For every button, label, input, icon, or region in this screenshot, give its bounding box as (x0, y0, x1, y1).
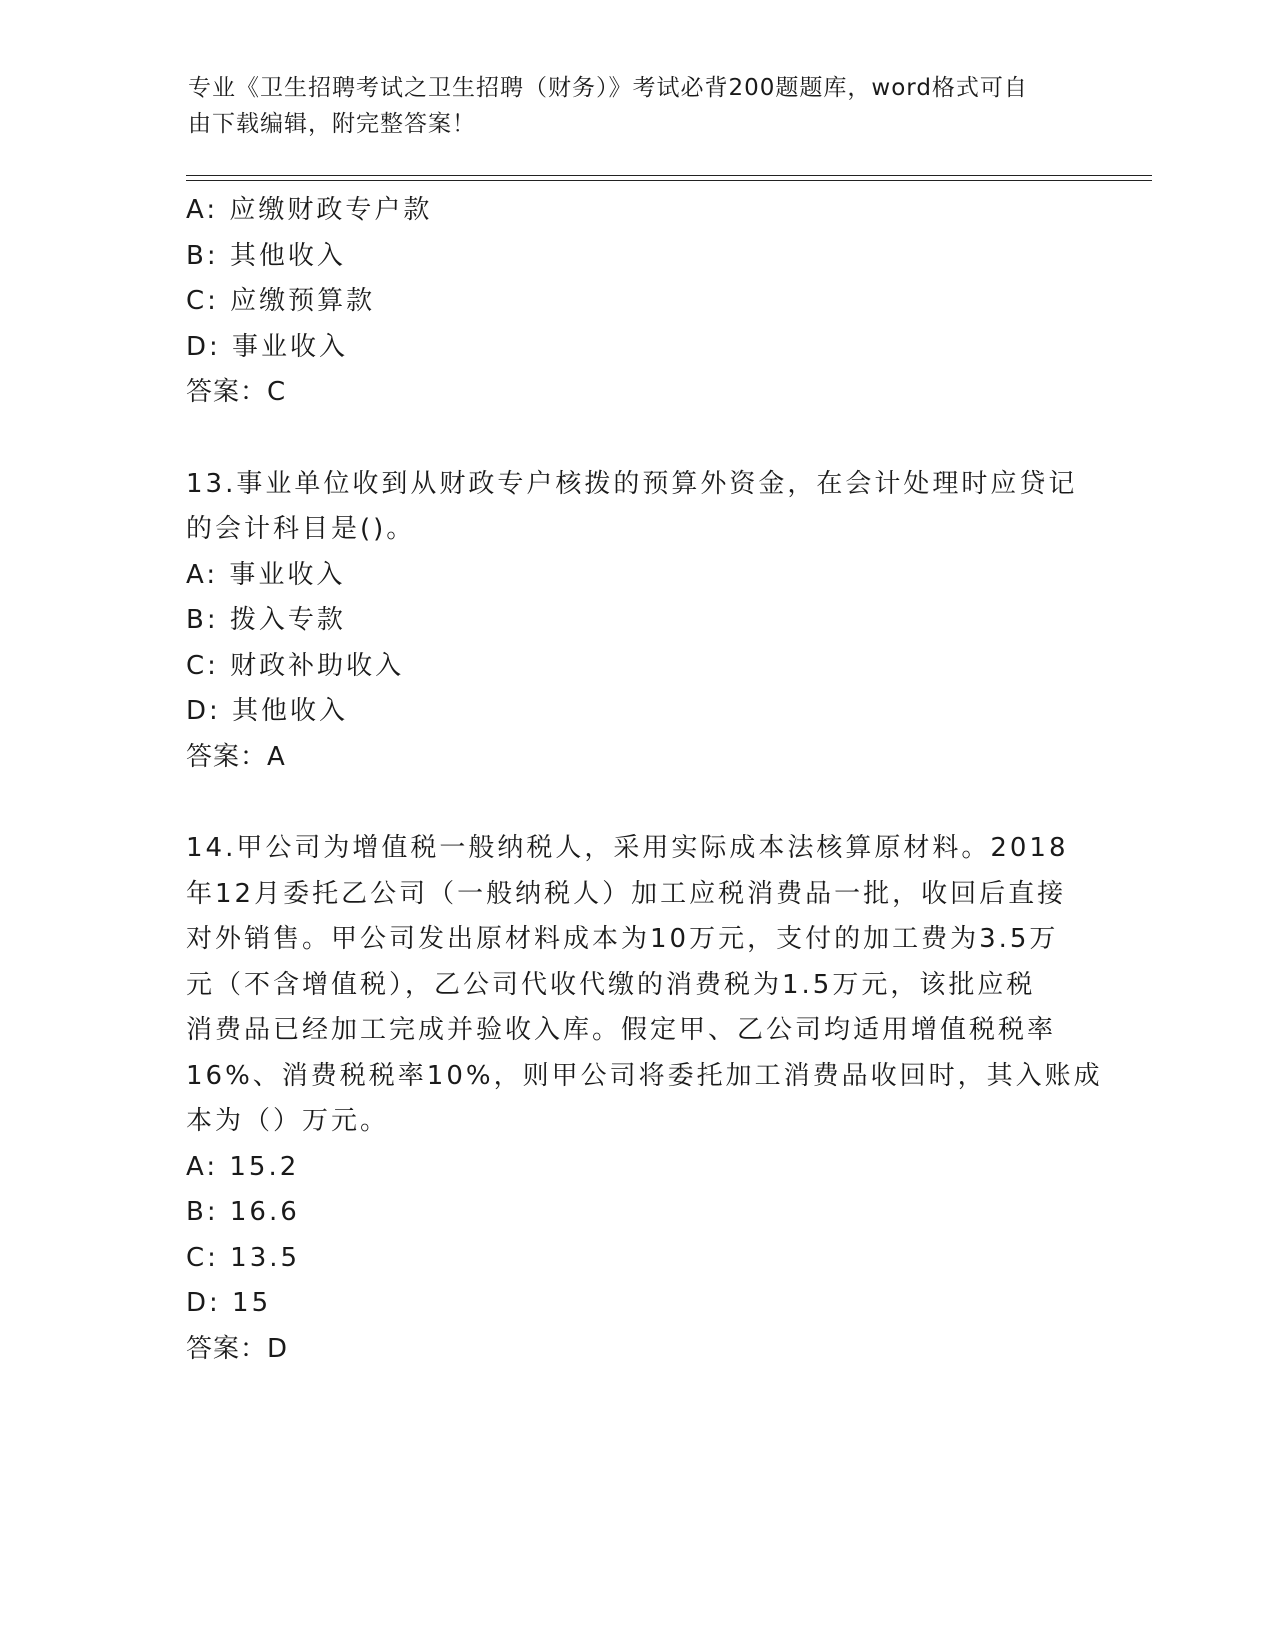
option-d: D: 事业收入 (186, 331, 349, 362)
question-text-line: 元（不含增值税），乙公司代收代缴的消费税为1.5万元，该批应税 (186, 969, 1036, 1000)
question-text-line: 消费品已经加工完成并验收入库。假定甲、乙公司均适用增值税税率 (186, 1015, 1057, 1045)
option-b: B: 拨入专款 (186, 605, 346, 635)
option-c: C: 财政补助收入 (186, 650, 405, 681)
header-line-1: 专业《卫生招聘考试之卫生招聘（财务）》考试必背200题题库，word格式可自 (188, 75, 1028, 101)
option-a: A: 应缴财政专户款 (186, 195, 433, 225)
option-a: A: 15.2 (186, 1151, 300, 1182)
question-text-line: 13.事业单位收到从财政专户核拨的预算外资金，在会计处理时应贷记 (186, 468, 1078, 499)
option-a: A: 事业收入 (186, 559, 346, 590)
header-line-2: 由下载编辑，附完整答案！ (188, 111, 476, 137)
header-divider-top (186, 175, 1152, 176)
header-divider-bottom (186, 180, 1152, 181)
question-text-line: 对外销售。甲公司发出原材料成本为10万元，支付的加工费为3.5万 (186, 924, 1059, 954)
option-c: C: 应缴预算款 (186, 286, 376, 316)
option-c: C: 13.5 (186, 1242, 301, 1273)
document-header (188, 70, 1088, 142)
question-14 (186, 826, 1103, 1372)
question-text-line: 的会计科目是()。 (186, 514, 416, 544)
question-13 (186, 462, 1086, 781)
answer-line: 答案：D (186, 1333, 289, 1364)
option-b: B: 其他收入 (186, 240, 346, 271)
question-text-line: 本为（）万元。 (186, 1106, 390, 1136)
spacer (186, 780, 1086, 826)
option-d: D: 其他收入 (186, 696, 349, 726)
question-text-line: 16%、消费税税率10%，则甲公司将委托加工消费品收回时，其入账成 (186, 1060, 1103, 1091)
spacer (186, 416, 1086, 462)
document-body (186, 188, 1103, 1372)
question-12 (186, 188, 1086, 416)
question-text-line: 年12月委托乙公司（一般纳税人）加工应税消费品一批，收回后直接 (186, 878, 1067, 909)
option-d: D: 15 (186, 1288, 272, 1318)
option-b: B: 16.6 (186, 1197, 300, 1227)
answer-line: 答案：C (186, 377, 287, 407)
answer-line: 答案：A (186, 741, 286, 772)
question-text-line: 14.甲公司为增值税一般纳税人，采用实际成本法核算原材料。2018 (186, 833, 1069, 863)
